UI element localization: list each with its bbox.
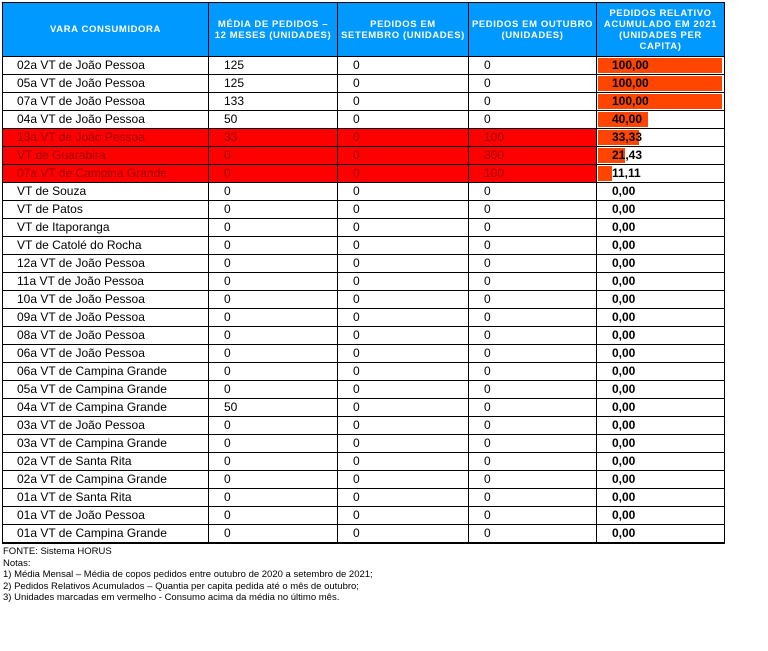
table-row xyxy=(3,255,725,273)
table-body xyxy=(3,57,725,544)
header-relativo: PEDIDOS RELATIVO ACUMULADO EM 2021 (UNIDADES PER CAPITA) xyxy=(597,3,725,57)
vara-cell: 02a VT de Campina Grande xyxy=(3,471,209,489)
relativo-cell xyxy=(597,507,725,525)
media-cell: 0 xyxy=(209,183,338,201)
vara-cell: 04a VT de João Pessoa xyxy=(3,111,209,129)
media-cell: 125 xyxy=(209,57,338,75)
outubro-cell: 0 xyxy=(469,75,597,93)
vara-cell: 11a VT de João Pessoa xyxy=(3,273,209,291)
table-row xyxy=(3,381,725,399)
relativo-value: 0,00 xyxy=(612,364,636,378)
relativo-cell xyxy=(597,93,725,111)
setembro-cell: 0 xyxy=(338,399,469,417)
outubro-cell: 0 xyxy=(469,471,597,489)
relativo-value: 0,00 xyxy=(612,202,636,216)
outubro-cell: 100 xyxy=(469,165,597,183)
relativo-value: 0,00 xyxy=(612,490,636,504)
vara-cell: VT de Catolé do Rocha xyxy=(3,237,209,255)
outubro-cell: 100 xyxy=(469,129,597,147)
setembro-cell: 0 xyxy=(338,237,469,255)
outubro-cell: 0 xyxy=(469,381,597,399)
table-row xyxy=(3,309,725,327)
header-setembro: PEDIDOS EM SETEMBRO (UNIDADES) xyxy=(338,3,469,57)
setembro-cell: 0 xyxy=(338,453,469,471)
relativo-value: 0,00 xyxy=(612,238,636,252)
table-row xyxy=(3,345,725,363)
vara-cell: VT de Patos xyxy=(3,201,209,219)
relativo-value: 0,00 xyxy=(612,436,636,450)
table-row xyxy=(3,93,725,111)
relativo-value: 0,00 xyxy=(612,526,636,540)
media-cell: 0 xyxy=(209,471,338,489)
media-cell: 0 xyxy=(209,147,338,165)
table-row xyxy=(3,435,725,453)
setembro-cell: 0 xyxy=(338,309,469,327)
vara-cell: 05a VT de Campina Grande xyxy=(3,381,209,399)
relativo-cell xyxy=(597,309,725,327)
table-row xyxy=(3,507,725,525)
table-header-row xyxy=(3,3,725,57)
table-row xyxy=(3,111,725,129)
vara-cell: 06a VT de João Pessoa xyxy=(3,345,209,363)
relativo-value: 0,00 xyxy=(612,382,636,396)
media-cell: 0 xyxy=(209,345,338,363)
outubro-cell: 0 xyxy=(469,273,597,291)
vara-cell: 05a VT de João Pessoa xyxy=(3,75,209,93)
setembro-cell: 0 xyxy=(338,525,469,544)
table-row xyxy=(3,363,725,381)
media-cell: 0 xyxy=(209,237,338,255)
outubro-cell: 0 xyxy=(469,453,597,471)
outubro-cell: 0 xyxy=(469,363,597,381)
setembro-cell: 0 xyxy=(338,165,469,183)
table-row xyxy=(3,129,725,147)
header-media: MÉDIA DE PEDIDOS – 12 MESES (UNIDADES) xyxy=(209,3,338,57)
relativo-cell xyxy=(597,255,725,273)
table-row xyxy=(3,147,725,165)
relativo-value: 21,43 xyxy=(612,148,643,162)
outubro-cell: 0 xyxy=(469,309,597,327)
relativo-value: 0,00 xyxy=(612,220,636,234)
vara-cell: 10a VT de João Pessoa xyxy=(3,291,209,309)
outubro-cell: 0 xyxy=(469,57,597,75)
setembro-cell: 0 xyxy=(338,147,469,165)
outubro-cell: 0 xyxy=(469,255,597,273)
outubro-cell: 0 xyxy=(469,345,597,363)
setembro-cell: 0 xyxy=(338,111,469,129)
media-cell: 0 xyxy=(209,525,338,544)
relativo-value: 100,00 xyxy=(612,76,649,90)
table-row xyxy=(3,201,725,219)
media-cell: 0 xyxy=(209,273,338,291)
setembro-cell: 0 xyxy=(338,507,469,525)
relativo-cell xyxy=(597,57,725,75)
table-row xyxy=(3,399,725,417)
vara-cell: 01a VT de João Pessoa xyxy=(3,507,209,525)
outubro-cell: 0 xyxy=(469,183,597,201)
relativo-value: 0,00 xyxy=(612,418,636,432)
relativo-cell xyxy=(597,219,725,237)
table-row xyxy=(3,237,725,255)
vara-cell: VT de Guarabira xyxy=(3,147,209,165)
note-1: 1) Média Mensal – Média de copos pedidos entre outubro de 2020 a setembro de 2021; xyxy=(3,569,373,581)
relativo-cell xyxy=(597,75,725,93)
media-cell: 125 xyxy=(209,75,338,93)
relativo-value: 100,00 xyxy=(612,58,649,72)
relativo-cell xyxy=(597,183,725,201)
media-cell: 50 xyxy=(209,399,338,417)
outubro-cell: 0 xyxy=(469,219,597,237)
table-row xyxy=(3,183,725,201)
table-row xyxy=(3,327,725,345)
media-cell: 0 xyxy=(209,489,338,507)
relativo-value: 0,00 xyxy=(612,454,636,468)
table-row xyxy=(3,75,725,93)
table-row xyxy=(3,291,725,309)
relativo-cell xyxy=(597,453,725,471)
relativo-cell xyxy=(597,417,725,435)
media-cell: 0 xyxy=(209,309,338,327)
relativo-value: 0,00 xyxy=(612,274,636,288)
vara-cell: 08a VT de João Pessoa xyxy=(3,327,209,345)
media-cell: 0 xyxy=(209,201,338,219)
media-cell: 0 xyxy=(209,381,338,399)
table-row xyxy=(3,489,725,507)
setembro-cell: 0 xyxy=(338,57,469,75)
media-cell: 0 xyxy=(209,417,338,435)
vara-cell: 09a VT de João Pessoa xyxy=(3,309,209,327)
vara-cell: 03a VT de João Pessoa xyxy=(3,417,209,435)
vara-cell: 03a VT de Campina Grande xyxy=(3,435,209,453)
outubro-cell: 0 xyxy=(469,291,597,309)
table-row xyxy=(3,525,725,544)
relativo-value: 0,00 xyxy=(612,256,636,270)
relativo-cell xyxy=(597,111,725,129)
setembro-cell: 0 xyxy=(338,75,469,93)
setembro-cell: 0 xyxy=(338,129,469,147)
relativo-cell xyxy=(597,147,725,165)
outubro-cell: 0 xyxy=(469,399,597,417)
relativo-value: 0,00 xyxy=(612,400,636,414)
relativo-cell xyxy=(597,129,725,147)
relativo-cell xyxy=(597,291,725,309)
relativo-value: 0,00 xyxy=(612,472,636,486)
outubro-cell: 0 xyxy=(469,327,597,345)
outubro-cell: 0 xyxy=(469,489,597,507)
setembro-cell: 0 xyxy=(338,435,469,453)
setembro-cell: 0 xyxy=(338,417,469,435)
vara-cell: 07a VT de João Pessoa xyxy=(3,93,209,111)
media-cell: 50 xyxy=(209,111,338,129)
setembro-cell: 0 xyxy=(338,201,469,219)
source-note: FONTE: Sistema HORUS xyxy=(3,546,112,557)
relativo-cell xyxy=(597,345,725,363)
relativo-value: 0,00 xyxy=(612,328,636,342)
relativo-cell xyxy=(597,525,725,544)
relativo-cell xyxy=(597,237,725,255)
relativo-cell xyxy=(597,399,725,417)
relativo-value: 0,00 xyxy=(612,184,636,198)
media-cell: 0 xyxy=(209,219,338,237)
setembro-cell: 0 xyxy=(338,471,469,489)
relativo-cell xyxy=(597,273,725,291)
table-row xyxy=(3,219,725,237)
outubro-cell: 0 xyxy=(469,237,597,255)
setembro-cell: 0 xyxy=(338,183,469,201)
outubro-cell: 300 xyxy=(469,147,597,165)
media-cell: 0 xyxy=(209,291,338,309)
setembro-cell: 0 xyxy=(338,273,469,291)
relativo-cell xyxy=(597,201,725,219)
relativo-cell xyxy=(597,471,725,489)
outubro-cell: 0 xyxy=(469,507,597,525)
vara-cell: 02a VT de João Pessoa xyxy=(3,57,209,75)
header-outubro: PEDIDOS EM OUTUBRO (UNIDADES) xyxy=(469,3,597,57)
setembro-cell: 0 xyxy=(338,489,469,507)
relativo-value: 40,00 xyxy=(612,112,643,126)
relativo-value: 0,00 xyxy=(612,310,636,324)
setembro-cell: 0 xyxy=(338,93,469,111)
table-row xyxy=(3,471,725,489)
setembro-cell: 0 xyxy=(338,255,469,273)
header-vara: VARA CONSUMIDORA xyxy=(3,3,209,57)
relativo-cell xyxy=(597,165,725,183)
setembro-cell: 0 xyxy=(338,381,469,399)
outubro-cell: 0 xyxy=(469,525,597,544)
media-cell: 0 xyxy=(209,255,338,273)
relativo-value: 33,33 xyxy=(612,130,643,144)
media-cell: 0 xyxy=(209,327,338,345)
table-row xyxy=(3,453,725,471)
setembro-cell: 0 xyxy=(338,291,469,309)
vara-cell: 06a VT de Campina Grande xyxy=(3,363,209,381)
table-row xyxy=(3,165,725,183)
relativo-cell xyxy=(597,327,725,345)
outubro-cell: 0 xyxy=(469,111,597,129)
media-cell: 0 xyxy=(209,435,338,453)
media-cell: 0 xyxy=(209,453,338,471)
outubro-cell: 0 xyxy=(469,201,597,219)
consumption-table xyxy=(2,2,725,544)
vara-cell: 01a VT de Santa Rita xyxy=(3,489,209,507)
relativo-value: 0,00 xyxy=(612,508,636,522)
table-row xyxy=(3,273,725,291)
notes-section xyxy=(3,546,373,604)
relativo-cell xyxy=(597,435,725,453)
vara-cell: VT de Itaporanga xyxy=(3,219,209,237)
table-row xyxy=(3,417,725,435)
notes-title: Notas: xyxy=(3,557,31,569)
setembro-cell: 0 xyxy=(338,327,469,345)
table-row xyxy=(3,57,725,75)
vara-cell: 13a VT de João Pessoa xyxy=(3,129,209,147)
relativo-value: 0,00 xyxy=(612,346,636,360)
vara-cell: 12a VT de João Pessoa xyxy=(3,255,209,273)
media-cell: 0 xyxy=(209,165,338,183)
setembro-cell: 0 xyxy=(338,219,469,237)
relativo-value: 0,00 xyxy=(612,292,636,306)
vara-cell: 04a VT de Campina Grande xyxy=(3,399,209,417)
relativo-cell xyxy=(597,363,725,381)
outubro-cell: 0 xyxy=(469,417,597,435)
outubro-cell: 0 xyxy=(469,435,597,453)
media-cell: 0 xyxy=(209,363,338,381)
relativo-cell xyxy=(597,381,725,399)
note-3: 3) Unidades marcadas em vermelho - Consumo acima da média no último mês. xyxy=(3,592,340,604)
setembro-cell: 0 xyxy=(338,345,469,363)
note-2: 2) Pedidos Relativos Acumulados – Quantia per capita pedida até o mês de outubro; xyxy=(3,580,359,592)
vara-cell: VT de Souza xyxy=(3,183,209,201)
vara-cell: 01a VT de Campina Grande xyxy=(3,525,209,544)
vara-cell: 02a VT de Santa Rita xyxy=(3,453,209,471)
vara-cell: 07a VT de Campina Grande xyxy=(3,165,209,183)
setembro-cell: 0 xyxy=(338,363,469,381)
relativo-cell xyxy=(597,489,725,507)
media-cell: 133 xyxy=(209,93,338,111)
media-cell: 33 xyxy=(209,129,338,147)
relativo-value: 100,00 xyxy=(612,94,649,108)
outubro-cell: 0 xyxy=(469,93,597,111)
media-cell: 0 xyxy=(209,507,338,525)
relativo-value: 11,11 xyxy=(612,166,641,180)
